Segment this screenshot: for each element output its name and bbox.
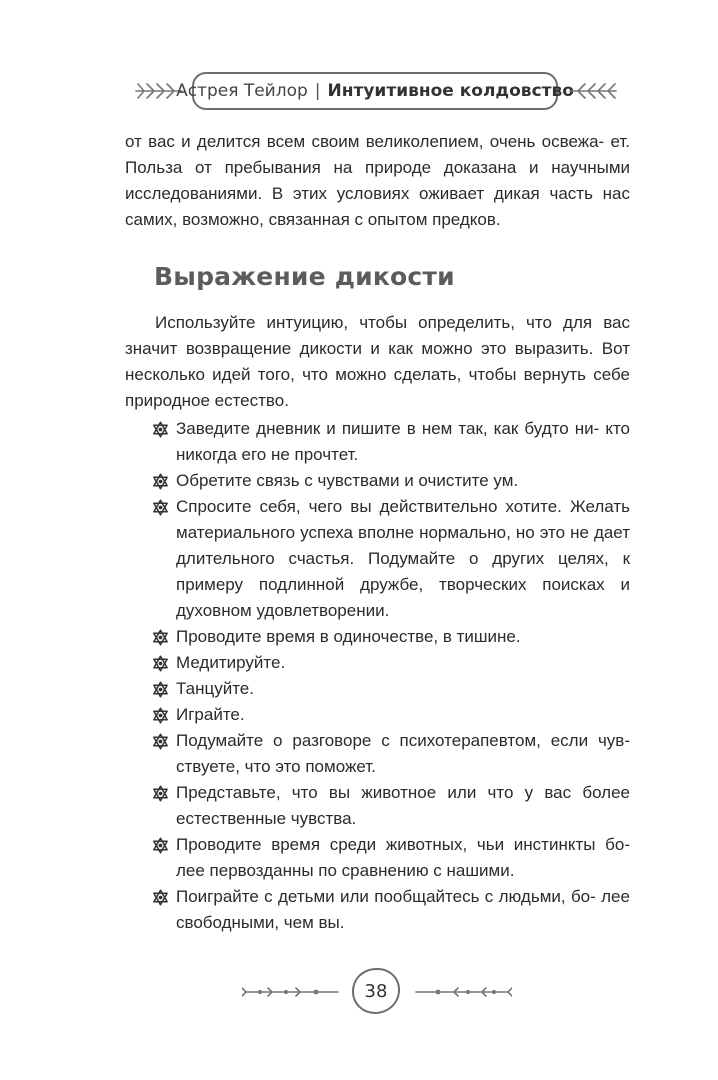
vine-ornament-icon [412, 985, 512, 999]
list-item-text: Медитируйте. [176, 653, 286, 672]
list-item-text: Заведите дневник и пишите в нем так, как будто ни- [176, 419, 600, 438]
list-item-text: дает длительного счастья. Подумайте о других целях, [176, 523, 630, 568]
text-line: значит возвращение дикости и как можно это выразить. [125, 339, 594, 358]
list-item [152, 780, 630, 832]
list-item-text: Обретите связь с чувствами и очистите ум. [176, 471, 519, 490]
star-of-david-icon [152, 707, 169, 724]
star-of-david-icon [152, 837, 169, 854]
list-item-text: лее свободными, чем вы. [176, 887, 630, 932]
list-item-text: к примеру подлинной дружбе, творческих поисках и [176, 549, 630, 594]
list-item-text: Проводите время среди животных, чьи инстинкты бо- [176, 835, 630, 854]
list-item [152, 494, 630, 624]
list-item-text: ствуете, что это поможет. [176, 757, 376, 776]
vine-ornament-icon [242, 985, 342, 999]
star-of-david-icon [152, 655, 169, 672]
list-item [152, 728, 630, 780]
list-item-text: материального успеха вполне нормально, но это не [176, 523, 589, 542]
star-of-david-icon [152, 785, 169, 802]
list-item [152, 624, 630, 650]
list-item [152, 676, 630, 702]
running-header [0, 72, 718, 112]
list-item-text: Спросите себя, чего вы действительно хотите. Желать [176, 497, 630, 516]
text-line: Используйте интуицию, чтобы определить, что для вас [155, 313, 630, 332]
list-item-text: лее первозданны по сравнению с нашими. [176, 861, 515, 880]
page-number: 38 [352, 968, 400, 1014]
list-item-text: Подумайте о разговоре с психотерапевтом, если чув- [176, 731, 630, 750]
list-item-text: Проводите время в одиночестве, в тишине. [176, 627, 521, 646]
list-item-text: Поиграйте с детьми или пообщайтесь с людьми, бо- [176, 887, 596, 906]
list-item [152, 832, 630, 884]
text-line: самих, возможно, связанная с опытом предков. [125, 210, 501, 229]
list-item [152, 650, 630, 676]
list-item-text: духовном удовлетворении. [176, 601, 390, 620]
list-item [152, 884, 630, 936]
list-item [152, 468, 630, 494]
star-of-david-icon [152, 473, 169, 490]
text-line: Вот несколько идей того, что можно сделать, чтобы вернуть [125, 339, 630, 384]
star-of-david-icon [152, 889, 169, 906]
list-item [152, 702, 630, 728]
text-line: исследованиями. В этих условиях оживает дикая часть нас [125, 184, 630, 203]
header-separator: | [314, 81, 321, 101]
list-item-text: естественные чувства. [176, 809, 357, 828]
continuation-paragraph [125, 129, 630, 233]
book-title: Интуитивное колдовство [327, 81, 574, 101]
ideas-list [152, 416, 630, 936]
list-item-text: Представьте, что вы животное или что у вас более [176, 783, 630, 802]
text-line: от вас и делится всем своим великолепием, очень освежа- [125, 132, 605, 151]
star-of-david-icon [152, 421, 169, 438]
text-line: ет. Польза от пребывания на природе доказана и научными [125, 132, 630, 177]
list-item-text: Танцуйте. [176, 679, 254, 698]
star-of-david-icon [152, 629, 169, 646]
leaf-branch-icon [568, 80, 618, 102]
header-title-box [176, 72, 574, 110]
star-of-david-icon [152, 733, 169, 750]
star-of-david-icon [152, 499, 169, 516]
section-heading: Выражение дикости [154, 262, 455, 291]
list-item-text: Играйте. [176, 705, 245, 724]
text-line: себе природное естество. [125, 365, 630, 410]
intro-paragraph [125, 310, 630, 414]
star-of-david-icon [152, 681, 169, 698]
list-item-text: кто никогда его не прочтет. [176, 419, 630, 464]
list-item [152, 416, 630, 468]
page-footer [0, 968, 718, 1018]
author-name: Астрея Тейлор [176, 81, 308, 101]
